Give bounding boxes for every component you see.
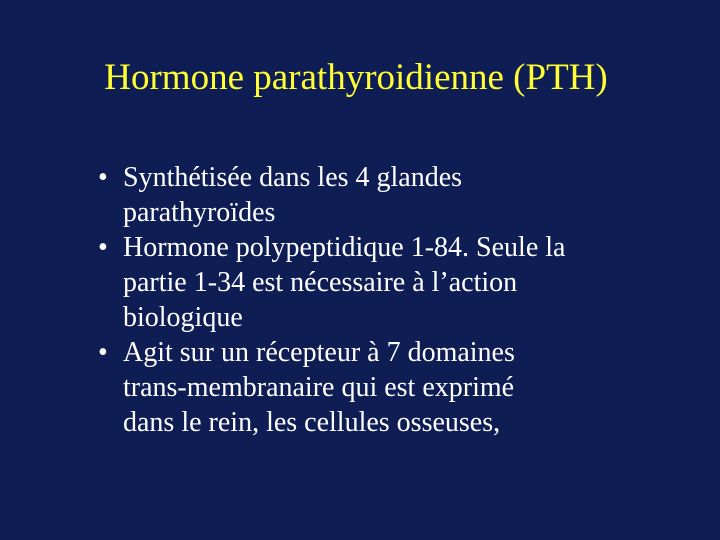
- bullet-text-line: biologique: [123, 302, 243, 333]
- bullet-marker: •: [98, 162, 108, 193]
- bullet-list: [98, 160, 658, 440]
- bullet-text-line: dans le rein, les cellules osseuses,: [123, 407, 501, 438]
- bullet-item-synthesis: [98, 160, 658, 230]
- bullet-item-polypeptide: [98, 230, 658, 335]
- bullet-marker: •: [98, 232, 108, 263]
- bullet-text-line: trans-membranaire qui est exprimé: [123, 372, 515, 403]
- bullet-item-receptor: [98, 335, 658, 440]
- bullet-text-line: partie 1-34 est nécessaire à l’action: [123, 267, 518, 298]
- bullet-text-line: Hormone polypeptidique 1-84. Seule la: [123, 232, 566, 263]
- bullet-text-line: parathyroïdes: [123, 197, 276, 228]
- bullet-text-line: Agit sur un récepteur à 7 domaines: [123, 337, 515, 368]
- bullet-marker: •: [98, 337, 108, 368]
- bullet-text-line: Synthétisée dans les 4 glandes: [123, 162, 463, 193]
- slide-title: Hormone parathyroidienne (PTH): [104, 57, 608, 98]
